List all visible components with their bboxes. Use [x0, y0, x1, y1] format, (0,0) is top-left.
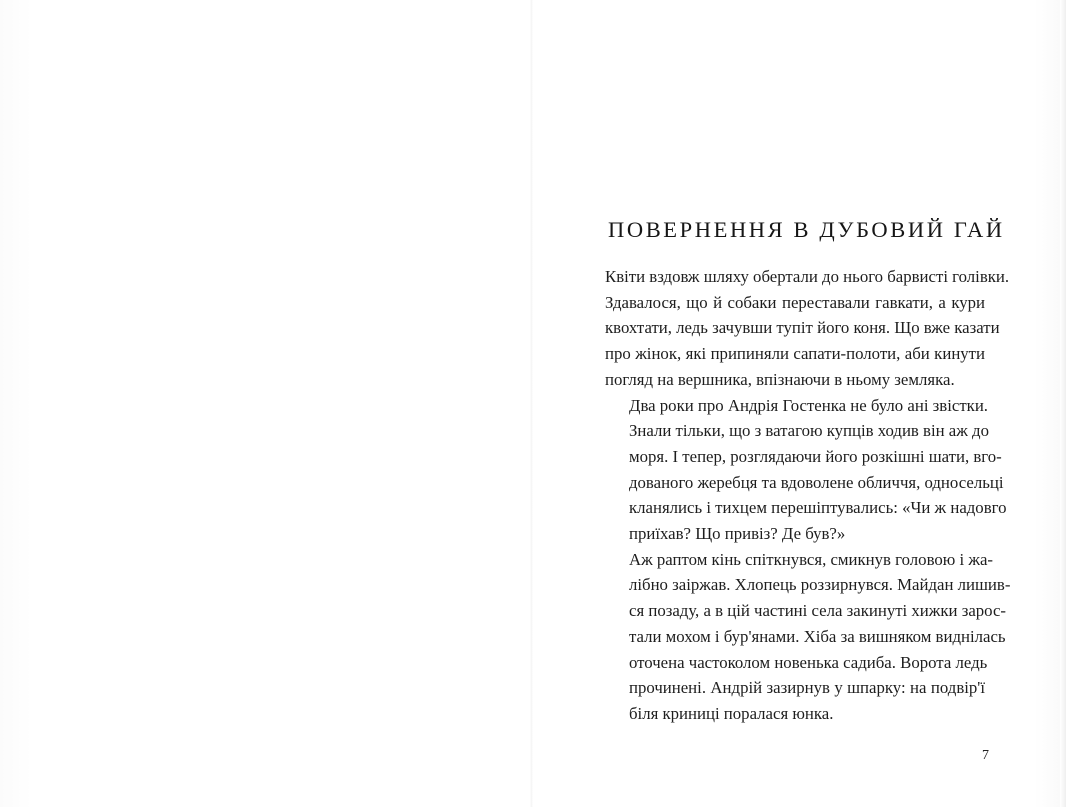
- body-text: [605, 264, 1011, 727]
- text-line: про жінок, які припиняли сапати-полоти, аби кинути: [605, 344, 985, 364]
- text-line: кланялись і тихцем перешіптувались: «Чи ж надовго: [629, 498, 1007, 518]
- text-line: Два роки про Андрія Гостенка не було ані звістки.: [629, 395, 989, 415]
- paragraph-1: [605, 264, 1010, 393]
- paragraph-3: [605, 547, 1011, 727]
- text-line: квохтати, ледь зачувши тупіт його коня. Що вже казати: [605, 318, 1000, 338]
- text-line: погляд на вершника, впізнаючи в ньому земляка.: [605, 369, 955, 389]
- page-number: 7: [982, 748, 989, 763]
- text-line: прочинені. Андрій зазирнув у шпарку: на подвір'ї: [629, 678, 985, 698]
- text-line: Знали тільки, що з ватагою купців ходив він аж до: [629, 421, 989, 441]
- text-line: оточена частоколом новенька садиба. Ворота ледь: [629, 652, 988, 672]
- text-line: біля криниці поралася юнка.: [629, 703, 834, 723]
- left-page-blank: [0, 0, 530, 807]
- text-line: лібно заіржав. Хлопець роззирнувся. Майдан лишив-: [629, 575, 1011, 595]
- chapter-title: ПОВЕРНЕННЯ В ДУБОВИЙ ГАЙ: [608, 217, 1005, 242]
- text-line: тали мохом і бур'янами. Хіба за вишняком виднілась: [629, 626, 1006, 646]
- page-edge: [1060, 0, 1066, 807]
- text-line: Квіти вздовж шляху обертали до нього барвисті голівки.: [605, 267, 1010, 286]
- paragraph-2: [605, 393, 1007, 547]
- right-page: [533, 0, 1066, 807]
- text-line: ся позаду, а в цій частині села закинуті хижки зарос-: [629, 601, 1007, 621]
- text-line: приїхав? Що привіз? Де був?»: [629, 524, 846, 544]
- text-line: моря. І тепер, розглядаючи його розкішні шати, вго-: [629, 446, 1002, 466]
- text-line: дованого жеребця та вдоволене обличчя, односельці: [629, 472, 1004, 492]
- text-line: Аж раптом кінь спіткнувся, смикнув головою і жа-: [629, 549, 993, 569]
- text-line: Здавалося, що й собаки переставали гавкати, а кури: [605, 292, 985, 312]
